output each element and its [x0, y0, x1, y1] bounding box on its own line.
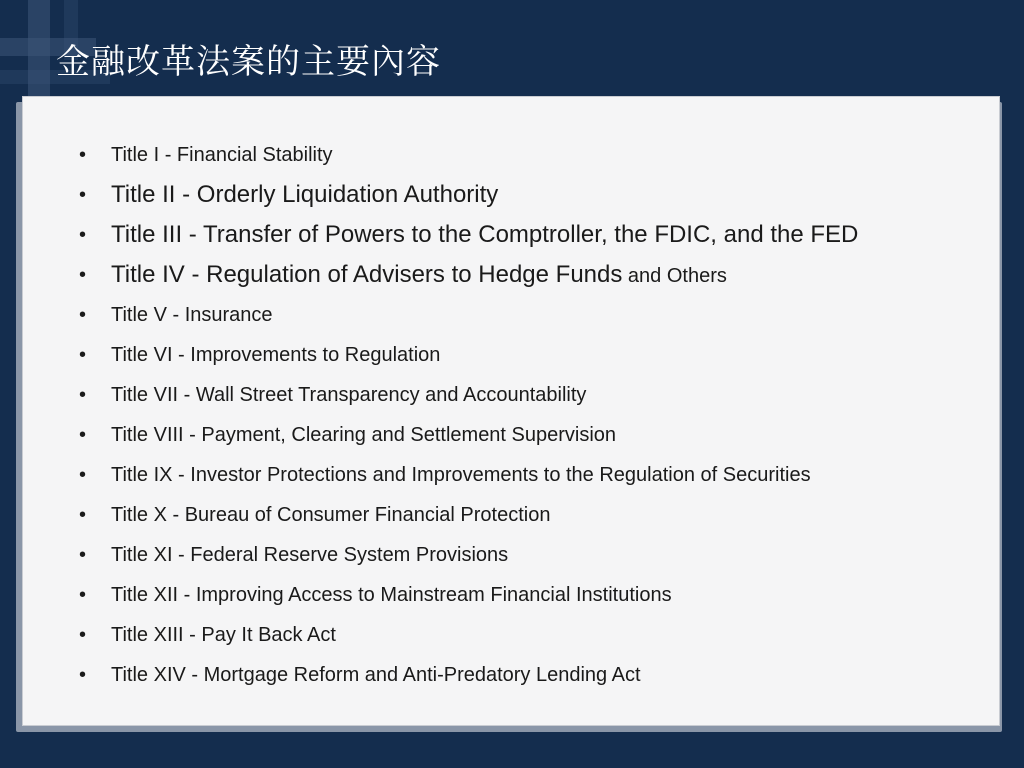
list-item-text: Title X - Bureau of Consumer Financial Protection: [111, 503, 551, 526]
bullet: •: [79, 184, 87, 206]
list-item-suffix: and Others: [622, 265, 727, 287]
bullet: •: [79, 424, 87, 446]
bullet: •: [79, 584, 87, 606]
content-panel: [22, 96, 1000, 726]
list-item-text: Title IV - Regulation of Advisers to Hedge Funds: [111, 261, 623, 288]
list-item-text: Title IX - Investor Protections and Improvements to the Regulation of Securities: [111, 463, 811, 486]
list-item-text: Title II - Orderly Liquidation Authority: [111, 181, 499, 208]
bullet: •: [79, 144, 87, 166]
list-item-text: Title XIV - Mortgage Reform and Anti-Predatory Lending Act: [111, 663, 641, 686]
list-item-text: Title I - Financial Stability: [111, 143, 333, 166]
list-item-text: Title VIII - Payment, Clearing and Settlement Supervision: [111, 423, 617, 446]
list-item-text: Title VII - Wall Street Transparency and Accountability: [111, 383, 587, 406]
list-item-text: Title XIII - Pay It Back Act: [111, 623, 336, 646]
bullet: •: [79, 224, 87, 246]
bullet: •: [79, 664, 87, 686]
bullet: •: [79, 384, 87, 406]
slide-title: 金融改革法案的主要內容: [56, 42, 441, 82]
list-item-text: Title VI - Improvements to Regulation: [111, 343, 441, 366]
bullet: •: [79, 344, 87, 366]
list-item-text: Title III - Transfer of Powers to the Comptroller, the FDIC, and the FED: [111, 221, 859, 248]
list-item-text: Title V - Insurance: [111, 303, 273, 326]
list-item-text-wrap: [111, 261, 727, 289]
bullet: •: [79, 504, 87, 526]
bullet: •: [79, 304, 87, 326]
list-item-text: Title XI - Federal Reserve System Provisions: [111, 543, 509, 566]
bullet: •: [79, 464, 87, 486]
bullet: •: [79, 544, 87, 566]
list-item-text: Title XII - Improving Access to Mainstream Financial Institutions: [111, 583, 672, 606]
bullet: •: [79, 264, 87, 286]
bullet: •: [79, 624, 87, 646]
